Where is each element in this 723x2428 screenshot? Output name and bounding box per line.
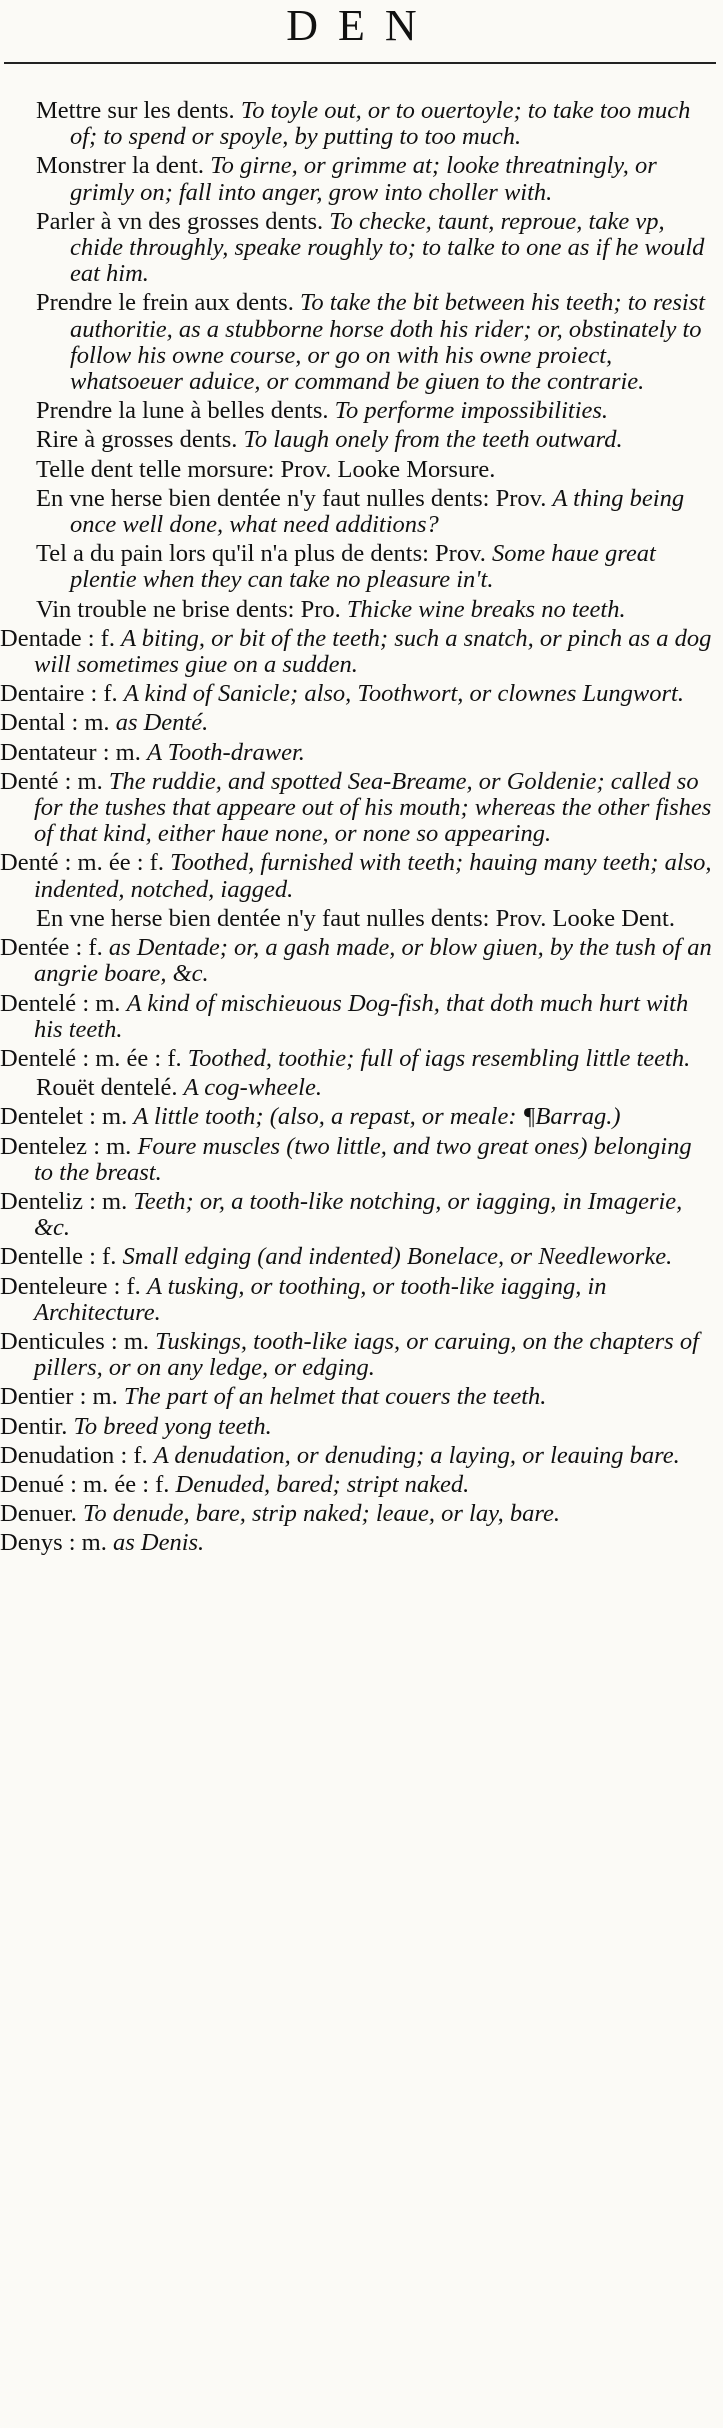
headword: Denté bbox=[0, 767, 59, 795]
sub-entry bbox=[0, 486, 718, 538]
sub-entry bbox=[0, 98, 718, 150]
grammar-label: : m. ée : f. bbox=[64, 849, 164, 877]
grammar-label: : m. bbox=[82, 989, 121, 1017]
headword: Denteleure bbox=[0, 1272, 108, 1300]
headword: Denté bbox=[0, 849, 59, 877]
definition: To breed yong teeth. bbox=[73, 1412, 272, 1440]
grammar-label: : f. bbox=[120, 1441, 148, 1469]
dictionary-entry bbox=[0, 1443, 718, 1469]
definition: Denuded, bared; stript naked. bbox=[175, 1470, 470, 1498]
header-rule bbox=[4, 62, 716, 64]
grammar-label: : m. bbox=[71, 709, 110, 737]
grammar-label: : m. bbox=[64, 767, 103, 795]
headword: Rire à grosses dents. bbox=[36, 426, 238, 454]
sub-entry bbox=[0, 427, 718, 453]
dictionary-entry bbox=[0, 1384, 718, 1410]
grammar-label: : f. bbox=[89, 1243, 117, 1271]
definition: Toothed, furnished with teeth; hauing many teeth; also, indented, notched, iagged. bbox=[34, 849, 712, 903]
sub-entry bbox=[0, 906, 718, 932]
grammar-label: : m. bbox=[79, 1383, 118, 1411]
headword: Denué bbox=[0, 1470, 64, 1498]
definition: Toothed, toothie; full of iags resembling little teeth. bbox=[187, 1044, 691, 1072]
headword: Dentelé bbox=[0, 1044, 77, 1072]
headword: Dentateur bbox=[0, 738, 97, 766]
dictionary-entry bbox=[0, 1501, 718, 1527]
sub-entry bbox=[0, 153, 718, 205]
headword: Telle dent telle morsure: Prov. Looke Morsure. bbox=[36, 455, 496, 483]
grammar-label: : m. bbox=[102, 738, 141, 766]
definition: To denude, bare, strip naked; leaue, or lay, bare. bbox=[83, 1500, 561, 1528]
dictionary-entry bbox=[0, 626, 718, 678]
definition: A denudation, or denuding; a laying, or leauing bare. bbox=[153, 1441, 680, 1469]
dictionary-entry bbox=[0, 1046, 718, 1072]
definition: The ruddie, and spotted Sea-Breame, or Goldenie; called so for the tushes that appeare out of his mouth; whereas the other fishes of that kind, either haue none, or none so appearing. bbox=[34, 767, 712, 848]
grammar-label: : m. bbox=[68, 1529, 107, 1557]
definition: A kind of Sanicle; also, Toothwort, or clownes Lungwort. bbox=[123, 680, 684, 708]
headword: En vne herse bien dentée n'y faut nulles dents: Prov. Looke Dent. bbox=[36, 904, 675, 932]
sub-entry bbox=[0, 290, 718, 395]
definition: Thicke wine breaks no teeth. bbox=[346, 595, 626, 623]
sub-entry bbox=[0, 457, 718, 483]
grammar-label: : m. bbox=[89, 1103, 128, 1131]
headword: Monstrer la dent. bbox=[36, 152, 205, 180]
dictionary-entry bbox=[0, 1274, 718, 1326]
headword: Rouët dentelé. bbox=[36, 1074, 178, 1102]
grammar-label: : f. bbox=[75, 934, 103, 962]
dictionary-entry bbox=[0, 769, 718, 848]
headword: Vin trouble ne brise dents: Pro. bbox=[36, 595, 341, 623]
dictionary-entry bbox=[0, 991, 718, 1043]
dictionary-entry bbox=[0, 740, 718, 766]
headword: Parler à vn des grosses dents. bbox=[36, 207, 324, 235]
definition: A Tooth-drawer. bbox=[146, 738, 305, 766]
dictionary-entry bbox=[0, 1134, 718, 1186]
definition: To laugh onely from the teeth outward. bbox=[243, 426, 623, 454]
definition: A biting, or bit of the teeth; such a snatch, or pinch as a dog will sometimes giue on a sudden. bbox=[34, 624, 712, 679]
headword: Prendre la lune à belles dents. bbox=[36, 397, 329, 425]
definition: as Denis. bbox=[112, 1529, 205, 1557]
headword: Dentir. bbox=[0, 1412, 68, 1440]
dictionary-entry bbox=[0, 1189, 718, 1241]
definition: Some haue great plentie when they can take no pleasure in't. bbox=[70, 540, 656, 594]
headword: Denuer. bbox=[0, 1500, 77, 1528]
grammar-label: : m. bbox=[89, 1187, 128, 1215]
headword: Dentée bbox=[0, 934, 70, 962]
page-header: DEN bbox=[286, 1, 437, 50]
definition: as Dentade; or, a gash made, or blow giuen, by the tush of an angrie boare, &c. bbox=[34, 934, 712, 988]
headword: Dentelle bbox=[0, 1243, 83, 1271]
headword: Mettre sur les dents. bbox=[36, 97, 235, 124]
definition: To girne, or grimme at; looke threatningly, or grimly on; fall into anger, grow into choller with. bbox=[70, 152, 657, 206]
dictionary-entry bbox=[0, 681, 718, 707]
headword: Dentier bbox=[0, 1383, 74, 1411]
definition: A tusking, or toothing, or tooth-like iagging, in Architecture. bbox=[34, 1272, 607, 1326]
definition: Teeth; or, a tooth-like notching, or iagging, in Imagerie, &c. bbox=[34, 1187, 683, 1242]
definition: A kind of mischieuous Dog-fish, that doth much hurt with his teeth. bbox=[34, 989, 689, 1043]
dictionary-entry bbox=[0, 1530, 718, 1556]
sub-entry bbox=[0, 597, 718, 623]
headword: Dentaire bbox=[0, 680, 85, 708]
definition: A thing being once well done, what need additions? bbox=[70, 484, 685, 539]
dictionary-entry bbox=[0, 1104, 718, 1130]
definition: To take the bit between his teeth; to resist authoritie, as a stubborne horse doth his rider; or, obstinately to follow his owne course, or go on with his owne proiect, whatsoeuer aduice, or command be giuen to the contrarie. bbox=[70, 289, 706, 396]
grammar-label: : f. bbox=[87, 624, 115, 652]
headword: Dentelé bbox=[0, 989, 77, 1017]
grammar-label: : m. bbox=[93, 1132, 132, 1160]
grammar-label: : m. ée : f. bbox=[82, 1044, 182, 1072]
headword: Prendre le frein aux dents. bbox=[36, 289, 294, 317]
dictionary-entry bbox=[0, 710, 718, 736]
headword: Dental bbox=[0, 709, 66, 737]
definition: as Denté. bbox=[115, 709, 209, 737]
grammar-label: : m. ée : f. bbox=[70, 1470, 170, 1498]
definition: Tuskings, tooth-like iags, or caruing, on the chapters of pillers, or on any ledge, or edging. bbox=[34, 1327, 699, 1382]
headword: Dentelet bbox=[0, 1103, 83, 1131]
definition: To toyle out, or to ouertoyle; to take too much of; to spend or spoyle, by putting to too much. bbox=[70, 97, 691, 151]
headword: Denteliz bbox=[0, 1187, 83, 1215]
dictionary-entry bbox=[0, 1244, 718, 1270]
definition: The part of an helmet that couers the teeth. bbox=[123, 1383, 547, 1411]
grammar-label: : f. bbox=[90, 680, 118, 708]
definition: Foure muscles (two little, and two great ones) belonging to the breast. bbox=[34, 1132, 692, 1186]
dictionary-entry bbox=[0, 1414, 718, 1440]
headword: En vne herse bien dentée n'y faut nulles dents: Prov. bbox=[36, 484, 547, 512]
sub-entry bbox=[0, 209, 718, 288]
sub-entry bbox=[0, 398, 718, 424]
headword: Denudation bbox=[0, 1441, 115, 1469]
definition: To performe impossibilities. bbox=[334, 397, 609, 425]
headword: Dentelez bbox=[0, 1132, 88, 1160]
headword: Dentade bbox=[0, 624, 82, 652]
definition: A little tooth; (also, a repast, or meale: ¶Barrag.) bbox=[133, 1103, 621, 1131]
headword: Tel a du pain lors qu'il n'a plus de dents: Prov. bbox=[36, 540, 486, 568]
grammar-label: : m. bbox=[110, 1327, 150, 1355]
sub-entry bbox=[0, 541, 718, 593]
dictionary-entry bbox=[0, 850, 718, 902]
dictionary-entry bbox=[0, 1329, 718, 1381]
definition: Small edging (and indented) Bonelace, or Needleworke. bbox=[122, 1243, 673, 1271]
headword: Denticules bbox=[0, 1327, 105, 1355]
headword: Denys bbox=[0, 1529, 63, 1557]
definition: A cog-wheele. bbox=[183, 1074, 322, 1102]
dictionary-entry bbox=[0, 935, 718, 987]
grammar-label: : f. bbox=[113, 1272, 141, 1300]
sub-entry bbox=[0, 1075, 718, 1101]
dictionary-entry bbox=[0, 1472, 718, 1498]
dictionary-entries bbox=[0, 98, 718, 1560]
definition: To checke, taunt, reproue, take vp, chide throughly, speake roughly to; to talke to one as if he would eat him. bbox=[70, 207, 705, 288]
